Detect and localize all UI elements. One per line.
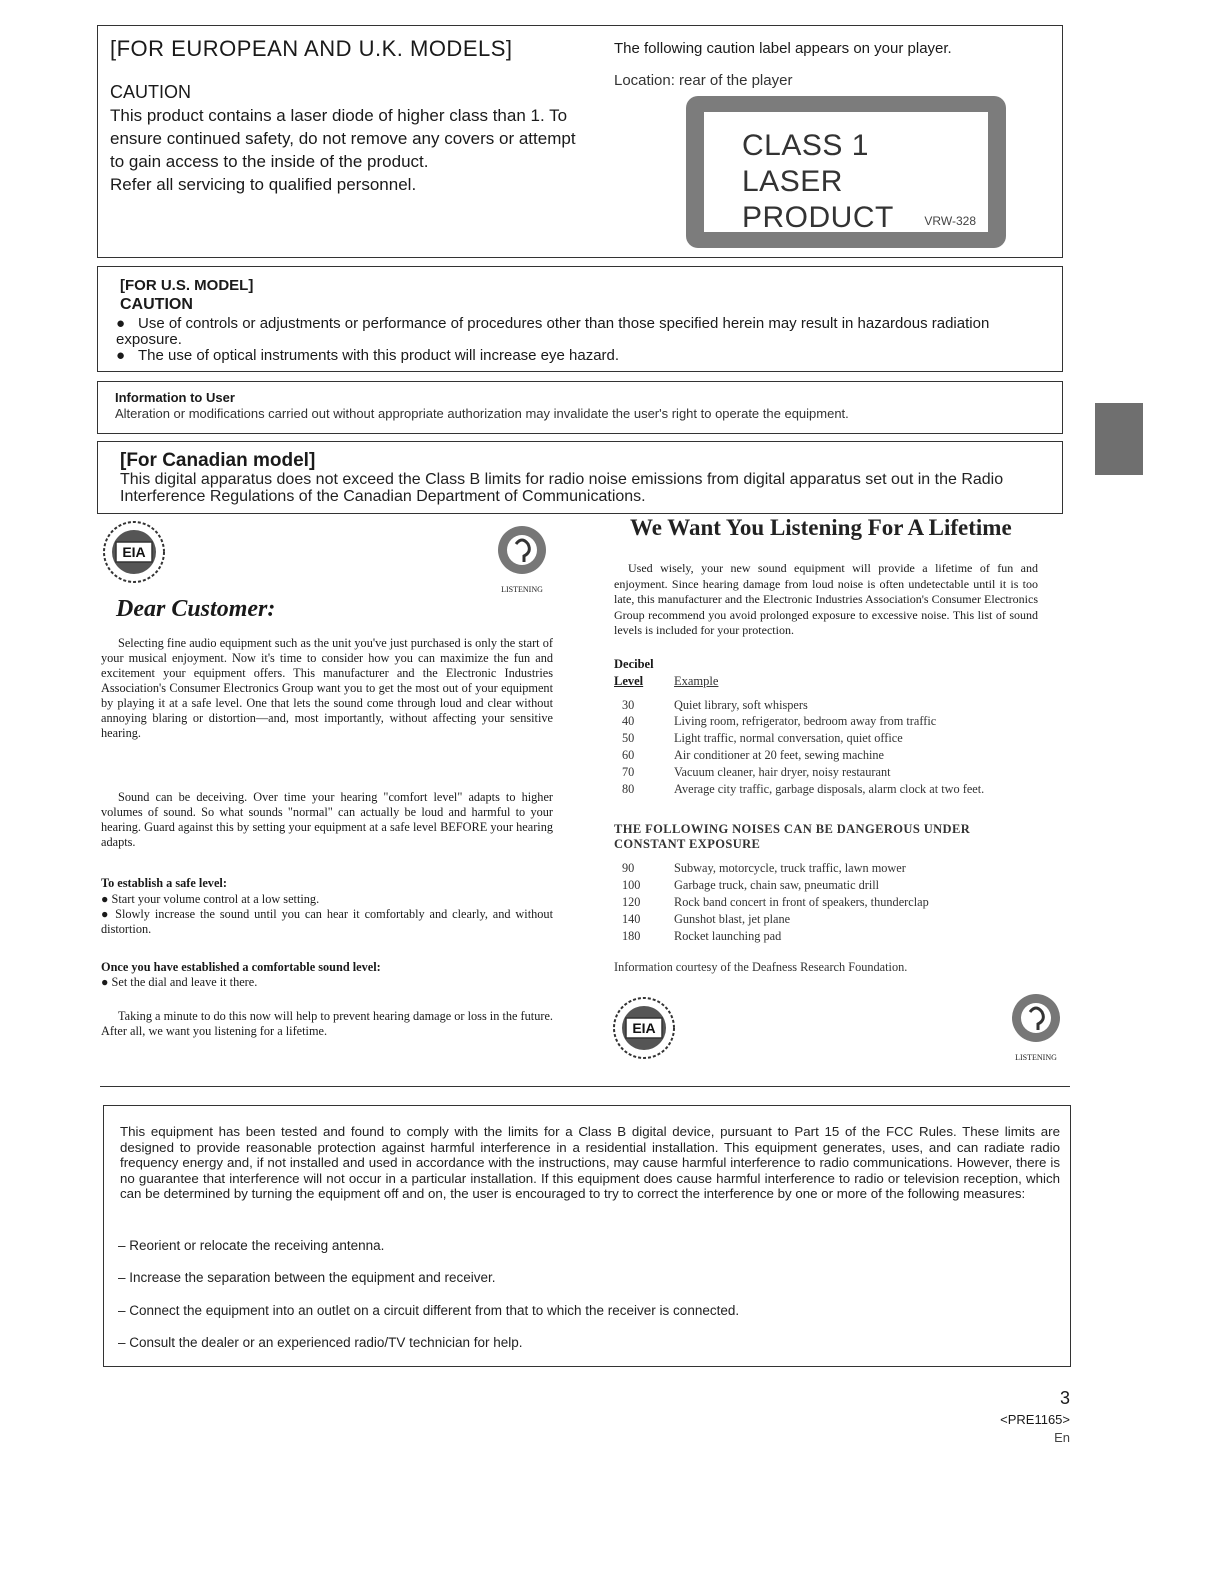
- danger-heading: THE FOLLOWING NOISES CAN BE DANGEROUS UNDER CONSTANT EXPOSURE: [614, 822, 971, 851]
- eia-logo-icon: [612, 996, 676, 1060]
- info-title: Information to User: [115, 390, 235, 405]
- laser-label-line1: CLASS 1: [742, 129, 869, 162]
- level-column-header: Level: [614, 674, 644, 688]
- info-body: Alteration or modifications carried out without appropriate authorization may invalidate the user's right to operate the equipment.: [115, 406, 849, 421]
- paragraph-closing: Taking a minute to do this now will help to prevent hearing damage or loss in the future. After all, we want you listening for a lifetime.: [101, 1009, 553, 1038]
- section-tab-marker: [1095, 403, 1143, 475]
- bullet-icon: ●: [116, 315, 126, 332]
- lifetime-intro: Used wisely, your new sound equipment will provide a lifetime of fun and enjoyment. Since hearing damage from loud noise is often undetectable until it is too late, this manufacturer and the Electronic Industries Association's Consumer Electronics Group recommend you avoid prolonged exposure to excessive noise. This list of sound levels is included for your protection.: [614, 561, 1038, 637]
- canadian-model-box: [97, 441, 1063, 514]
- european-body: This product contains a laser diode of higher class than 1. To ensure continued safety, do not remove any covers or attempt to gain access to the inside of the product.: [110, 106, 576, 171]
- eia-logo-icon: [102, 520, 166, 584]
- us-caution-item: ● Use of controls or adjustments or performance of procedures other than those specified herein may result in hazardous radiation exposure.: [116, 315, 990, 348]
- safe-level-step: ● Start your volume control at a low setting.: [101, 892, 320, 906]
- greeting: Dear Customer:: [116, 596, 276, 622]
- european-refer: Refer all servicing to qualified personnel.: [110, 175, 417, 194]
- listening-logo-text: LISTENING: [1015, 1053, 1057, 1062]
- paragraph-deceiving: Sound can be deceiving. Over time your hearing "comfort level" adapts to higher volumes of sound. So what sounds "normal" can actually be loud and harmful to your hearing. Guard against this by setting your equipment at a safe level BEFORE your hearing adapts.: [101, 790, 553, 849]
- language-code: En: [1054, 1430, 1070, 1445]
- bullet-icon: ●: [101, 907, 116, 921]
- decibel-row: 80 Average city traffic, garbage disposals, alarm clock at two feet.: [622, 782, 985, 796]
- fcc-measure: – Reorient or relocate the receiving antenna.: [118, 1238, 385, 1253]
- bullet-icon: ●: [101, 975, 112, 989]
- bullet-icon: ●: [116, 347, 126, 364]
- listening-logo-icon: [1006, 990, 1066, 1068]
- label-intro: The following caution label appears on your player.: [614, 40, 952, 57]
- fcc-measure: – Increase the separation between the equipment and receiver.: [118, 1270, 496, 1285]
- laser-label-line2: LASER PRODUCT: [742, 165, 894, 234]
- info-courtesy: Information courtesy of the Deafness Research Foundation.: [614, 960, 908, 974]
- listening-logo-text: LISTENING: [501, 585, 543, 594]
- label-location: Location: rear of the player: [614, 72, 793, 89]
- lifetime-heading: We Want You Listening For A Lifetime: [630, 515, 1012, 540]
- bullet-icon: ●: [101, 892, 112, 906]
- laser-label-inner: [704, 112, 988, 232]
- page-number: 3: [1059, 1388, 1070, 1408]
- safe-level-heading: To establish a safe level:: [101, 876, 227, 890]
- laser-class-label: [686, 96, 1006, 248]
- divider: [100, 1086, 1070, 1087]
- eia-logo-text: EIA: [632, 1020, 656, 1036]
- safe-level-step: ● Slowly increase the sound until you can hear it comfortably and clearly, and without distortion.: [101, 907, 553, 936]
- fcc-measure: – Connect the equipment into an outlet on a circuit different from that to which the receiver is connected.: [118, 1303, 740, 1318]
- paragraph-intro: Selecting fine audio equipment such as the unit you've just purchased is only the start of your musical enjoyment. Now it's time to consider how you can maximize the fun and excitement your equipment offers. This manufacturer and the Electronic Industries Association's Consumer Electronics Group want you to get the most out of your equipment by playing it at a safe level. One that lets the sound come through loud and clear without annoying blaring or distortion—and, most importantly, without affecting your sensitive hearing.: [101, 636, 553, 740]
- document-code: <PRE1165>: [1000, 1412, 1070, 1427]
- european-title: [FOR EUROPEAN AND U.K. MODELS]: [110, 36, 513, 61]
- info-to-user-box: [97, 381, 1063, 434]
- decibel-label: Decibel: [614, 657, 654, 671]
- fcc-body: This equipment has been tested and found to comply with the limits for a Class B digital device, pursuant to Part 15 of the FCC Rules. These limits are designed to provide reasonable protection against harmful interference in a residential installation. This equipment generates, uses, and can radiate radio frequency energy and, if not installed and used in accordance with the instructions, may cause harmful interference to radio communications. However, there is no guarantee that interference will not occur in a particular installation. If this equipment does cause harmful interference to radio or television reception, which can be determined by turning the equipment off and on, the user is encouraged to try to correct the interference by one or more of the following measures:: [120, 1124, 1060, 1202]
- european-caution-text: [110, 104, 580, 196]
- canada-body: This digital apparatus does not exceed the Class B limits for radio noise emissions from digital apparatus set out in the Radio Interference Regulations of the Canadian Department of Communications.: [120, 471, 1004, 505]
- fcc-notice-box: [103, 1105, 1071, 1367]
- us-title: [FOR U.S. MODEL]: [120, 277, 254, 294]
- listening-logo-icon: [492, 522, 552, 600]
- example-column-header: Example: [674, 674, 719, 688]
- us-caution-item: ● The use of optical instruments with this product will increase eye hazard.: [116, 347, 620, 364]
- european-caution-heading: CAUTION: [110, 82, 191, 102]
- us-caution-box: [97, 266, 1063, 372]
- comfortable-level-step: ● Set the dial and leave it there.: [101, 975, 258, 989]
- fcc-measure: – Consult the dealer or an experienced radio/TV technician for help.: [118, 1335, 523, 1350]
- european-caution-box: [97, 25, 1063, 258]
- laser-label-code: VRW-328: [924, 214, 976, 228]
- us-caution-heading: CAUTION: [120, 296, 193, 313]
- eia-logo-text: EIA: [122, 544, 146, 560]
- comfortable-level-heading: Once you have established a comfortable sound level:: [101, 960, 381, 974]
- canada-title: [For Canadian model]: [120, 450, 316, 471]
